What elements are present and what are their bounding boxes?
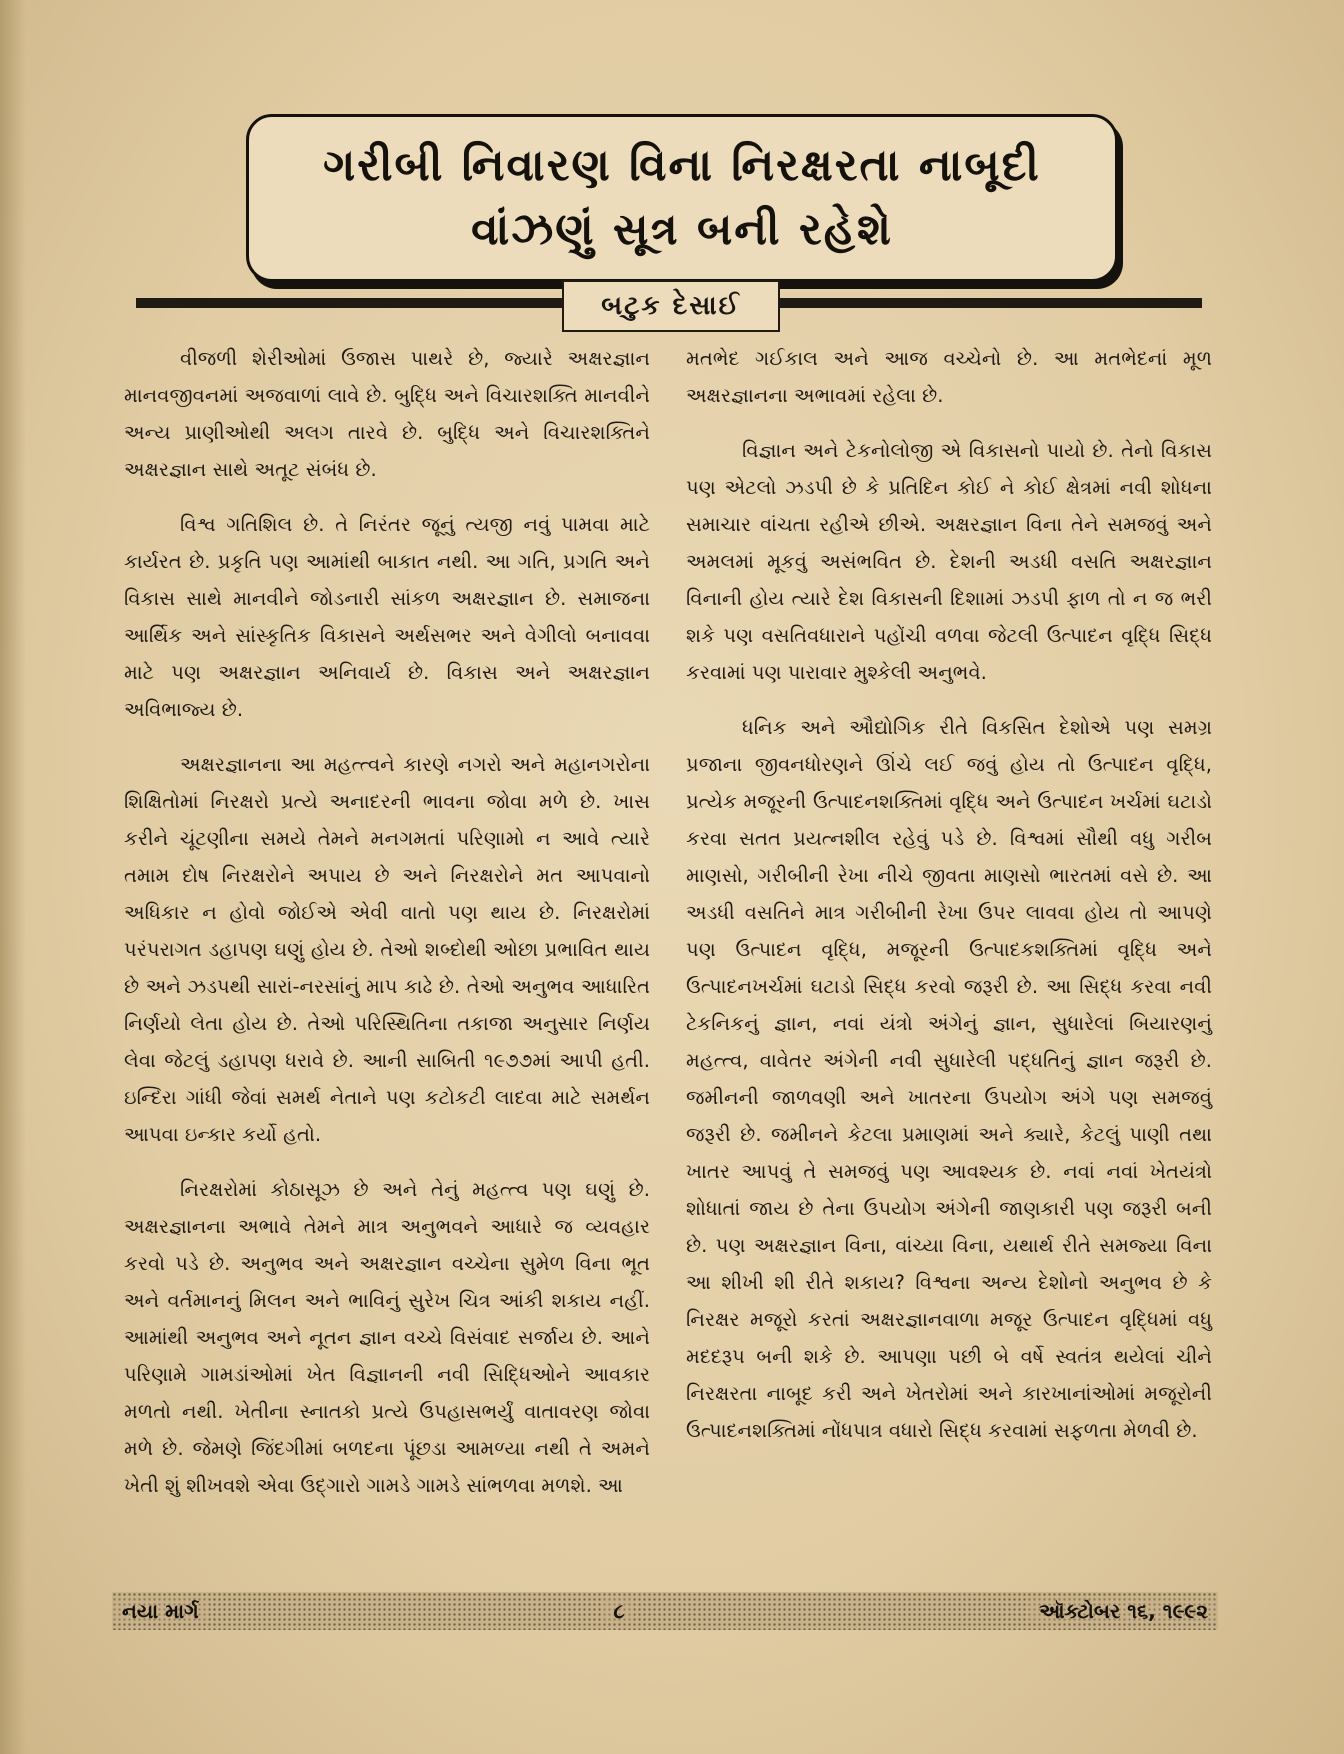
issue-date: ઑક્ટોબર ૧૬, ૧૯૯૨ bbox=[1029, 1599, 1218, 1623]
paragraph: વિજ્ઞાન અને ટેકનોલોજી એ વિકાસનો પાયો છે. તેનો વિકાસ પણ એટલો ઝડપી છે કે પ્રતિદિન કોઈ ને કોઈ ક્ષેત્રમાં નવી શોધના સમાચાર વાંચતા રહીએ છીએ. અક્ષરજ્ઞાન વિના તેને સમજવું અને અમલમાં મૂકવું અસંભવિત છે. દેશની અડધી વસતિ અક્ષરજ્ઞાન વિનાની હોય ત્યારે દેશ વિકાસની દિશામાં ઝડપી ફાળ તો ન જ ભરી શકે પણ વસતિવધારાને પહોંચી વળવા જેટલી ઉત્પાદન વૃદ્ધિ સિદ્ધ કરવામાં પણ પારાવાર મુશ્કેલી અનુભવે. bbox=[686, 439, 1212, 684]
headline-box bbox=[246, 114, 1118, 282]
page-edge-shadow bbox=[0, 0, 26, 1754]
magazine-name: નયા માર્ગ bbox=[112, 1599, 209, 1623]
paragraph: નિરક્ષરોમાં કોઠાસૂઝ છે અને તેનું મહત્ત્વ પણ ઘણું છે. અક્ષરજ્ઞાનના અભાવે તેમને માત્ર અનુભવને આધારે જ વ્યવહાર કરવો પડે છે. અનુભવ અને અક્ષરજ્ઞાન વચ્ચેના સુમેળ વિના ભૂત અને વર્તમાનનું મિલન અને ભાવિનું સુરેખ ચિત્ર આંકી શકાય નહીં. આમાંથી અનુભવ અને નૂતન જ્ઞાન વચ્ચે વિસંવાદ સર્જાય છે. આને પરિણામે ગામડાંઓમાં ખેત વિજ્ઞાનની નવી સિદ્ધિઓને આવકાર મળતો નથી. ખેતીના સ્નાતકો પ્રત્યે ઉપહાસભર્યું વાતાવરણ જોવા મળે છે. જેમણે જિંદગીમાં બળદના પૂંછડા આમળ્યા નથી તે અમને ખેતી શું શીખવશે એવા ઉદ્ગારો ગામડે ગામડે સાંભળવા મળશે. આ bbox=[124, 1178, 650, 1497]
headline-line-2: વાંઝણું સૂત્ર બની રહેશે bbox=[471, 204, 893, 255]
author-rule-left bbox=[136, 298, 562, 308]
author-rule-right bbox=[776, 298, 1202, 308]
paragraph: ધનિક અને ઔદ્યોગિક રીતે વિકસિત દેશોએ પણ સમગ્ર પ્રજાના જીવનધોરણને ઊંચે લઈ જવું હોય તો ઉત્પાદન વૃદ્ધિ, પ્રત્યેક મજૂરની ઉત્પાદનશક્તિમાં વૃદ્ધિ અને ઉત્પાદન ખર્ચમાં ઘટાડો કરવા સતત પ્રયત્નશીલ રહેવું પડે છે. વિશ્વમાં સૌથી વધુ ગરીબ માણસો, ગરીબીની રેખા નીચે જીવતા માણસો ભારતમાં વસે છે. આ અડધી વસતિને માત્ર ગરીબીની રેખા ઉપર લાવવા હોય તો આપણે પણ ઉત્પાદન વૃદ્ધિ, મજૂરની ઉત્પાદકશક્તિમાં વૃદ્ધિ અને ઉત્પાદનખર્ચમાં ઘટાડો સિદ્ધ કરવો જરૂરી છે. આ સિદ્ધ કરવા નવી ટેકનિકનું જ્ઞાન, નવાં યંત્રો અંગેનું જ્ઞાન, સુધારેલાં બિયારણનું મહત્ત્વ, વાવેતર અંગેની નવી સુધારેલી પદ્ધતિનું જ્ઞાન જરૂરી છે. જમીનની જાળવણી અને ખાતરના ઉપયોગ અંગે પણ સમજવું જરૂરી છે. જમીનને કેટલા પ્રમાણમાં અને ક્યારે, કેટલું પાણી તથા ખાતર આપવું તે સમજવું પણ આવશ્યક છે. નવાં નવાં ખેતયંત્રો શોધાતાં જાય છે તેના ઉપયોગ અંગેની જાણકારી પણ જરૂરી બની છે. પણ અક્ષરજ્ઞાન વિના, વાંચ્યા વિના, યથાર્થ રીતે સમજ્યા વિના આ શીખી શી રીતે શકાય? વિશ્વના અન્ય દેશોનો અનુભવ છે કે નિરક્ષર મજૂરો કરતાં અક્ષરજ્ઞાનવાળા મજૂર ઉત્પાદન વૃદ્ધિમાં વધુ મદદરૂપ બની શકે છે. આપણા પછી બે વર્ષે સ્વતંત્ર થયેલાં ચીને નિરક્ષરતા નાબૂદ કરી અને ખેતરોમાં અને કારખાનાંઓમાં મજૂરોની ઉત્પાદનશક્તિમાં નોંધપાત્ર વધારો સિદ્ધ કરવામાં સફળતા મેળવી છે. bbox=[686, 716, 1212, 1442]
page-number: ૮ bbox=[603, 1599, 634, 1623]
paragraph: વીજળી શેરીઓમાં ઉજાસ પાથરે છે, જ્યારે અક્ષરજ્ઞાન માનવજીવનમાં અજવાળાં લાવે છે. બુદ્ધિ અને વિચારશક્તિ માનવીને અન્ય પ્રાણીઓથી અલગ તારવે છે. બુદ્ધિ અને વિચારશક્તિને અક્ષરજ્ઞાન સાથે અતૂટ સંબંધ છે. bbox=[124, 347, 650, 481]
paragraph: અક્ષરજ્ઞાનના આ મહત્ત્વને કારણે નગરો અને મહાનગરોના શિક્ષિતોમાં નિરક્ષરો પ્રત્યે અનાદરની ભાવના જોવા મળે છે. ખાસ કરીને ચૂંટણીના સમયે તેમને મનગમતાં પરિણામો ન આવે ત્યારે તમામ દોષ નિરક્ષરોને અપાય છે અને નિરક્ષરોને મત આપવાનો અધિકાર ન હોવો જોઈએ એવી વાતો પણ થાય છે. નિરક્ષરોમાં પરંપરાગત ડહાપણ ઘણું હોય છે. તેઓ શબ્દોથી ઓછા પ્રભાવિત થાય છે અને ઝડપથી સારાં-નરસાંનું માપ કાઢે છે. તેઓ અનુભવ આધારિત નિર્ણયો લેતા હોય છે. તેઓ પરિસ્થિતિના તકાજા અનુસાર નિર્ણય લેવા જેટલું ડહાપણ ધરાવે છે. આની સાબિતી ૧૯૭૭માં આપી હતી. ઇન્દિરા ગાંધી જેવાં સમર્થ નેતાને પણ કટોકટી લાદવા માટે સમર્થન આપવા ઇન્કાર કર્યો હતો. bbox=[124, 753, 650, 1146]
headline-line-1: ગરીબી નિવારણ વિના નિરક્ષરતા નાબૂદી bbox=[323, 140, 1041, 191]
author-byline: બટુક દેસાઈ bbox=[562, 280, 780, 332]
paragraph: મતભેદ ગઈકાલ અને આજ વચ્ચેનો છે. આ મતભેદનાં મૂળ અક્ષરજ્ઞાનના અભાવમાં રહેલા છે. bbox=[686, 347, 1212, 407]
left-column bbox=[124, 340, 650, 1522]
right-column bbox=[686, 340, 1212, 1467]
paragraph: વિશ્વ ગતિશિલ છે. તે નિરંતર જૂનું ત્યજી નવું પામવા માટે કાર્યરત છે. પ્રકૃતિ પણ આમાંથી બાકાત નથી. આ ગતિ, પ્રગતિ અને વિકાસ સાથે માનવીને જોડનારી સાંકળ અક્ષરજ્ઞાન છે. સમાજના આર્થિક અને સાંસ્કૃતિક વિકાસને અર્થસભર અને વેગીલો બનાવવા માટે પણ અક્ષરજ્ઞાન અનિવાર્ય છે. વિકાસ અને અક્ષરજ્ઞાન અવિભાજ્ય છે. bbox=[124, 513, 650, 721]
page-footer bbox=[112, 1592, 1218, 1630]
